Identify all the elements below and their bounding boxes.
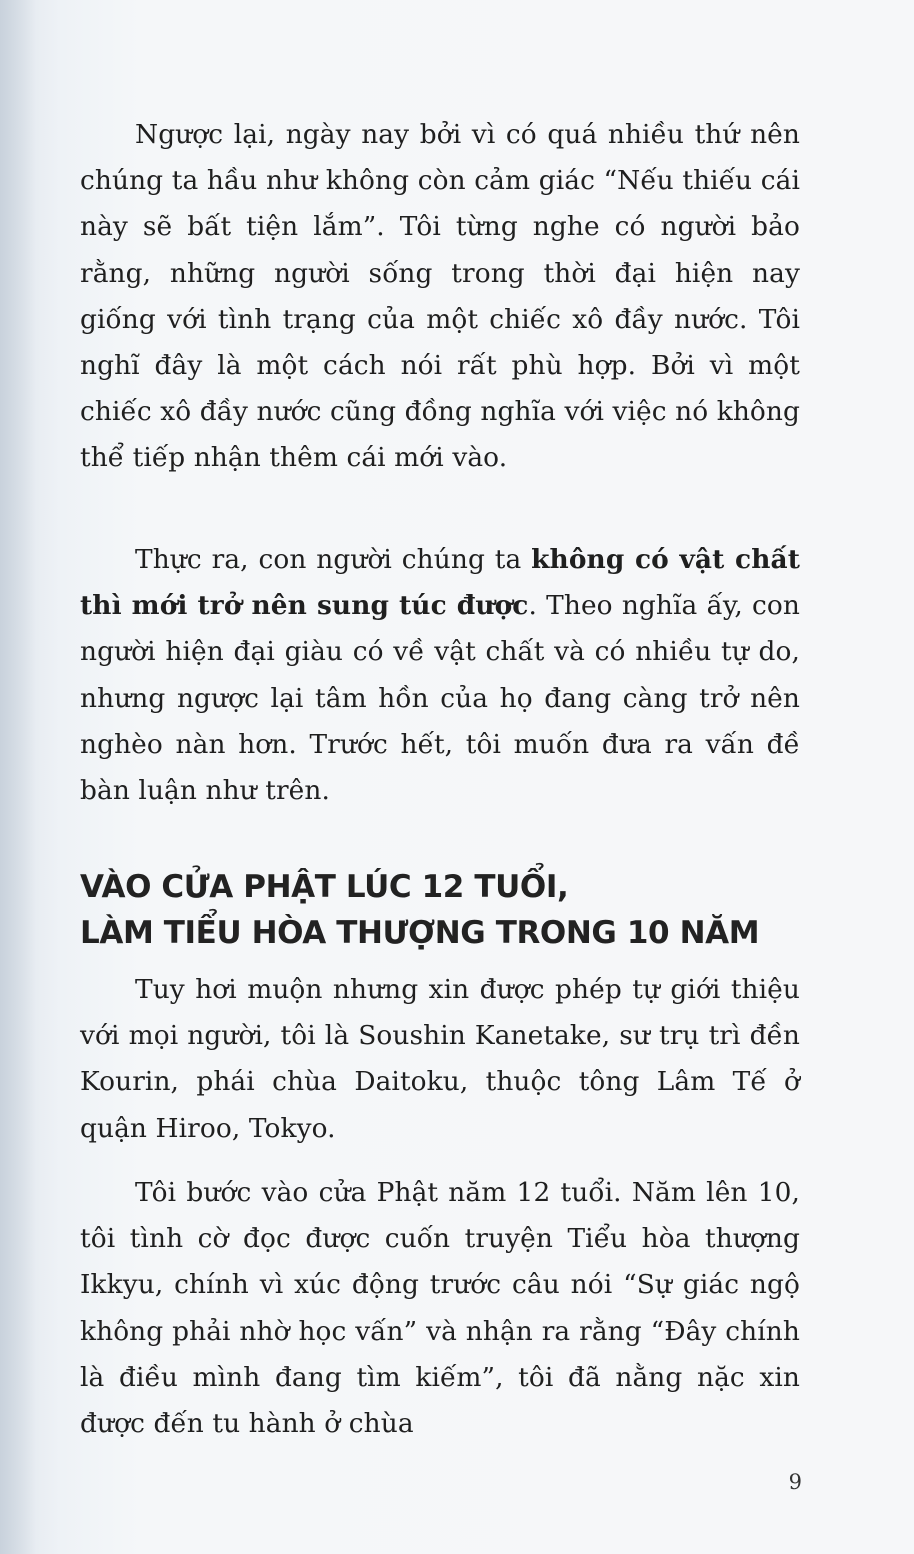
section-heading-line-2: LÀM TIỂU HÒA THƯỢNG TRONG 10 NĂM <box>80 915 760 951</box>
paragraph-4-text: Tôi bước vào cửa Phật năm 12 tuổi. Năm lên 10, tôi tình cờ đọc được cuốn truyện Tiểu hòa thượng Ikkyu, chính vì xúc động trước câu nói “Sự giác ngộ không phải nhờ học vấn” và nhận ra rằng “Đây chính là điều mình đang tìm kiếm”, tôi đã nằng nặc xin được đến tu hành ở chùa <box>80 1177 800 1440</box>
paragraph-1 <box>80 112 800 482</box>
section-heading-line-1: VÀO CỬA PHẬT LÚC 12 TUỔI, <box>80 869 569 905</box>
paragraph-2-emphasis: không có vật chất thì mới trở nên sung túc được <box>80 544 800 622</box>
section-heading <box>80 864 800 956</box>
paragraph-2-lead: Thực ra, con người chúng ta <box>135 544 532 575</box>
paragraph-2 <box>80 537 800 814</box>
spine-shadow <box>0 0 36 1554</box>
paragraph-2-text <box>80 537 800 814</box>
paragraph-2-tail: . Theo nghĩa ấy, con người hiện đại giàu có về vật chất và có nhiều tự do, nhưng ngược lại tâm hồn của họ đang càng trở nên nghèo nàn hơn. Trước hết, tôi muốn đưa ra vấn đề bàn luận như trên. <box>80 590 800 807</box>
paragraph-1-text: Ngược lại, ngày nay bởi vì có quá nhiều thứ nên chúng ta hầu như không còn cảm giác “Nếu thiếu cái này sẽ bất tiện lắm”. Tôi từng nghe có người bảo rằng, những người sống trong thời đại hiện nay giống với tình trạng của một chiếc xô đầy nước. Tôi nghĩ đây là một cách nói rất phù hợp. Bởi vì một chiếc xô đầy nước cũng đồng nghĩa với việc nó không thể tiếp nhận thêm cái mới vào. <box>80 119 800 474</box>
page-number: 9 <box>788 1470 802 1494</box>
paragraph-4 <box>80 1170 800 1447</box>
paragraph-3-text: Tuy hơi muộn nhưng xin được phép tự giới thiệu với mọi người, tôi là Soushin Kanetake, sư trụ trì đền Kourin, phái chùa Daitoku, thuộc tông Lâm Tế ở quận Hiroo, Tokyo. <box>80 974 800 1144</box>
paragraph-3 <box>80 967 800 1152</box>
